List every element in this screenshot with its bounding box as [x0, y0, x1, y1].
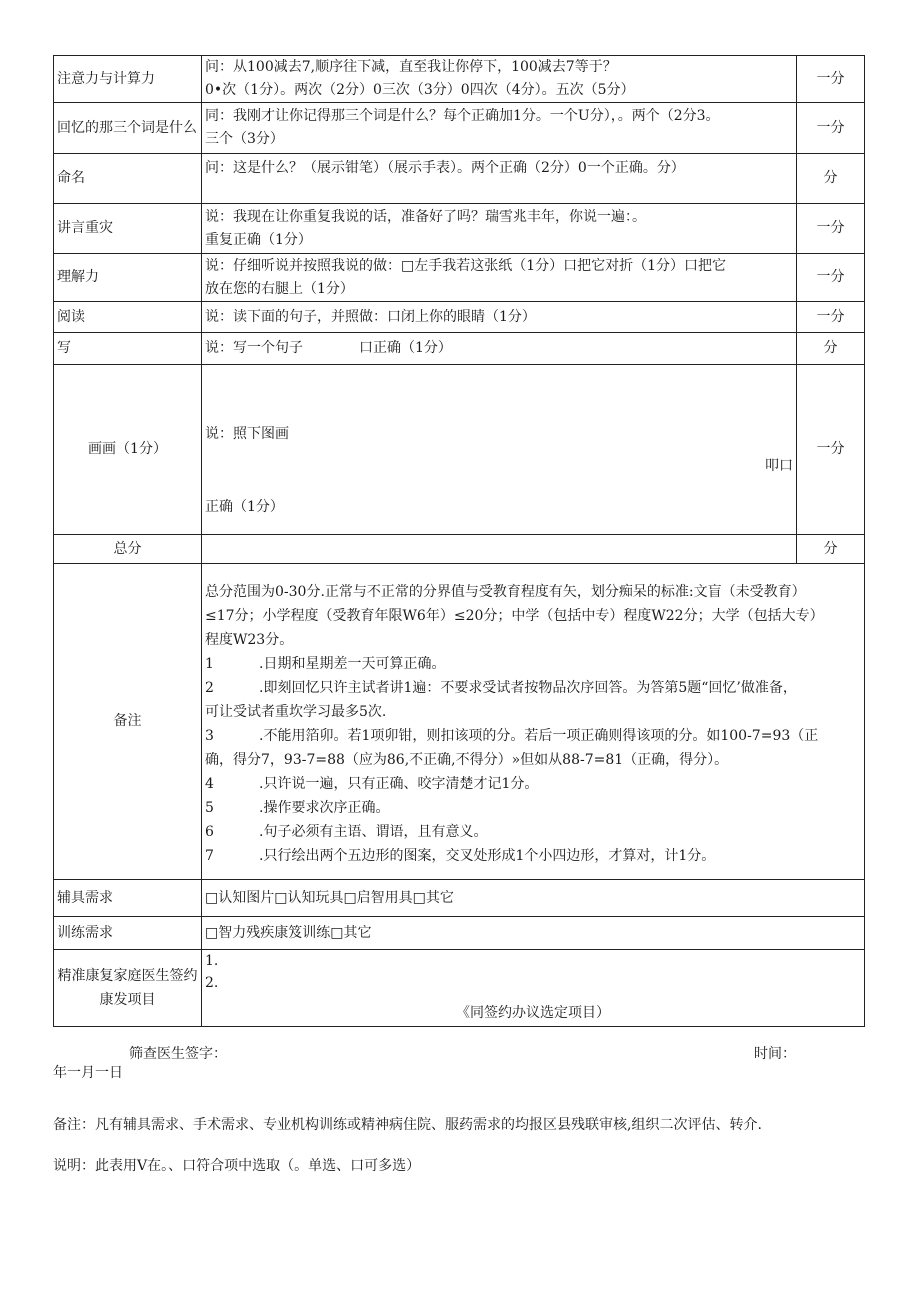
note-item: 7 .只行绘出两个五边形的图案，交叉处形成1个小四边形，才算对，计1分。 — [205, 848, 716, 864]
row-content: 问：从100减去7,顺序往下减，直至我让你停下，100减去7等于？ 0•次（1分）。两次（2分）0三次（3分）0四次（4分）。五次（5分） — [202, 56, 797, 103]
row-label: 写 — [54, 333, 202, 365]
row-content: 说：写一个句子 口正确（1分） — [202, 333, 797, 365]
training-label: 训练需求 — [54, 917, 202, 950]
time-label: 时间： — [754, 1046, 796, 1062]
note-item: 4 .只许说一遍，只有正确、咬字清楚才记1分。 — [205, 776, 539, 792]
table-row — [54, 103, 865, 154]
training-options[interactable]: □智力残疾康笈训练□其它 — [202, 917, 865, 950]
project-footer: 《同签约办议选定项目） — [456, 1005, 610, 1021]
row-label: 阅读 — [54, 302, 202, 333]
remark-line: 备注：凡有辅具需求、手术需求、专业机构训练或精神病住院、服药需求的均报区县残联审核,组织二次评估、转介. — [53, 1117, 762, 1133]
explain-line: 说明：此表用V在。、口符合项中选取（。单选、口可多选） — [53, 1158, 421, 1174]
drawing-score: 一分 — [797, 365, 865, 535]
row-content: 说：我现在让你重复我说的话，准备好了吗？瑞雪兆丰年，你说一遍：。 重复正确（1分） — [202, 204, 797, 254]
row-label: 注意力与计算力 — [54, 56, 202, 103]
row-label: 理解力 — [54, 254, 202, 302]
row-label: 命名 — [54, 154, 202, 204]
note-item: 3 .不能用箔卯。若1项卯钳，则扣该项的分。若后一项正确则得该项的分。如100-7=93（正 — [205, 728, 819, 744]
table-row — [54, 254, 865, 302]
assessment-table — [53, 55, 865, 1027]
drawing-content — [202, 365, 797, 535]
notes-content: 总分范围为0-30分.正常与不正常的分界值与受教育程度有矢，划分痴呆的标准:文盲（未受教育） ≤17分；小学程度（受教育年限W6年）≤20分；中学（包括中专）程度W22分；大学（包括大专） 程度W23分。 1 .日期和星期差一天可算正确。 2 .即刻回忆只许主试者讲1遍：不要求受试者按物品次序回答。为答第5题“回忆’做准备， 可让受试者重坎学习最多5次. 3 .不能用箔卯。若1项卯钳，则扣该项的分。若后一项正确则得该项的分。如100-7=93（正 确，得分7，93-7=88（应为86,不正确,不得分）»但如从88-7=81（正确，得分）。 4 .只许说一遍，只有正确、咬字清楚才记1分。 5 .操作要求次序正确。 6 .句子必须有主语、谓语，且有意义。 7 .只行绘出两个五边形的图案，交叉处形成1个小四边形，才算对，计1分。 — [202, 564, 865, 880]
drawing-row — [54, 365, 865, 535]
row-content: 同：我刚才让你记得那三个词是什么？每个正确加1分。一个U分），。两个（2分3。 三个（3分） — [202, 103, 797, 154]
row-label: 回忆的那三个词是什么 — [54, 103, 202, 154]
table-row — [54, 333, 865, 365]
note-item: 2 .即刻回忆只许主试者讲1遍：不要求受试者按物品次序回答。为答第5题“回忆’做准备， — [205, 680, 797, 696]
total-label: 总分 — [54, 535, 202, 564]
doctor-signature-label: 筛查医生签字： — [129, 1046, 227, 1062]
drawing-label: 画画（1分） — [54, 365, 202, 535]
row-score: 分 — [797, 154, 865, 204]
total-score: 分 — [797, 535, 865, 564]
total-row — [54, 535, 865, 564]
row-score: 一分 — [797, 103, 865, 154]
notes-label: 备注 — [54, 564, 202, 880]
row-content: 说：仔细听说并按照我说的做：□左手我若这张纸（1分）口把它对折（1分）口把它 放在您的右腿上（1分） — [202, 254, 797, 302]
note-item: 5 .操作要求次序正确。 — [205, 800, 390, 816]
aids-options[interactable]: □认知图片□认知玩具□启智用具□其它 — [202, 880, 865, 917]
table-row — [54, 302, 865, 333]
drawing-mark: 叩口 — [765, 458, 793, 474]
project-label: 精准康复家庭医生签约康发项目 — [54, 950, 202, 1027]
row-score: 一分 — [797, 204, 865, 254]
row-content: 说：读下面的句子，并照做：口闭上你的眼睛（1分） — [202, 302, 797, 333]
aids-label: 辅具需求 — [54, 880, 202, 917]
training-row — [54, 917, 865, 950]
row-score: 分 — [797, 333, 865, 365]
date-line: 年一月一日 — [53, 1065, 123, 1081]
total-content — [202, 535, 797, 564]
notes-row — [54, 564, 865, 880]
aids-row — [54, 880, 865, 917]
row-score: 一分 — [797, 302, 865, 333]
row-label: 讲言重灾 — [54, 204, 202, 254]
row-score: 一分 — [797, 254, 865, 302]
row-score: 一分 — [797, 56, 865, 103]
note-item: 1 .日期和星期差一天可算正确。 — [205, 656, 446, 672]
project-row — [54, 950, 865, 1027]
drawing-correct: 正确（1分） — [205, 499, 284, 515]
table-row — [54, 56, 865, 103]
table-row — [54, 154, 865, 204]
drawing-instruction: 说：照下图画 — [205, 426, 289, 442]
note-item: 6 .句子必须有主语、谓语，且有意义。 — [205, 824, 488, 840]
project-content: 1. 2. 《同签约办议选定项目） — [202, 950, 865, 1027]
table-row — [54, 204, 865, 254]
row-content: 问：这是什么？（展示钳笔）（展示手表）。两个正确（2分）0一个正确。分） — [202, 154, 797, 204]
